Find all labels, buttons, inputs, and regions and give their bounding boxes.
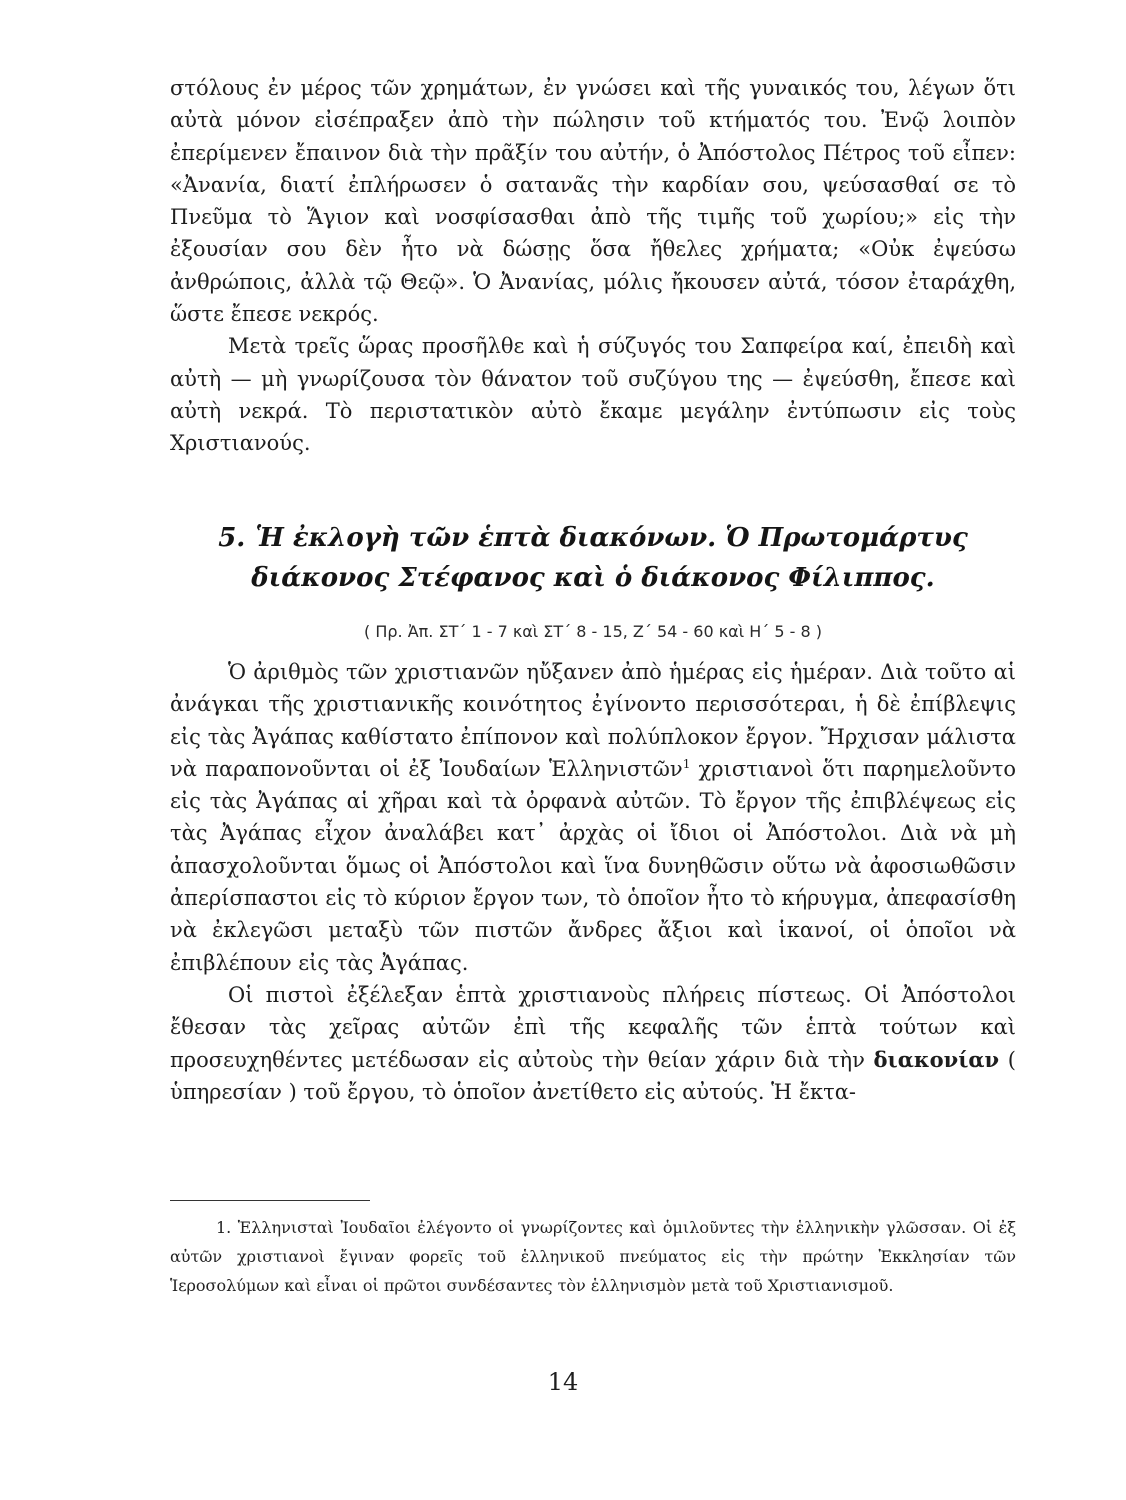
scripture-reference: ( Πρ. Ἀπ. ΣΤ΄ 1 - 7 καὶ ΣΤ΄ 8 - 15, Ζ΄ 54 - 60 καὶ Η΄ 5 - 8 ) <box>364 622 822 641</box>
top-text-block <box>170 72 1016 460</box>
section-title-part1: Ἡ ἐκλογὴ τῶν ἑπτὰ διακόνων. Ὁ Πρωτομάρτυς <box>255 523 968 553</box>
section-text-block <box>170 656 1016 1108</box>
paragraph-hellenists-part1: Ὁ ἀριθμὸς τῶν χριστιανῶν ηὔξανεν ἀπὸ ἡμέρας εἰς ἡμέραν. Διὰ τοῦτο αἱ ἀνάγκαι τῆς χριστιανικῆς κοινότητος ἐγίνοντο περισσότεραι, ἡ δὲ ἐπίβλεψις εἰς τὰς Ἀγάπας καθίστατο ἐπίπονον καὶ πολύπλοκον ἔργον. Ἤρχισαν μάλιστα νὰ παραπονοῦνται οἱ ἐξ Ἰουδαίων Ἑλληνιστῶν <box>170 660 1016 781</box>
page-number: 14 <box>547 1368 579 1396</box>
paragraph-deacons-part1: Οἱ πιστοὶ ἐξέλεξαν ἑπτὰ χριστιανοὺς πλήρεις πίστεως. Οἱ Ἀπόστολοι ἔθεσαν τὰς χεῖρας αὐτῶν ἐπὶ τῆς κεφαλῆς τῶν ἑπτὰ τούτων καὶ προσευχηθέντες μετέδωσαν εἰς αὐτοὺς τὴν θείαν χάριν διὰ τὴν <box>170 982 1016 1072</box>
footnote-text: 1. Ἑλληνισταὶ Ἰουδαῖοι ἐλέγοντο οἱ γνωρίζοντες καὶ ὁμιλοῦντες τὴν ἑλληνικὴν γλῶσσαν. Οἱ ἐξ αὐτῶν χριστιανοὶ ἔγιναν φορεῖς τοῦ ἑλληνικοῦ πνεύματος εἰς τὴν πρώτην Ἐκκλησίαν τῶν Ἱεροσολύμων καὶ εἶναι οἱ πρῶτοι συνδέσαντες τὸν ἑλληνισμὸν μετὰ τοῦ Χριστιανισμοῦ. <box>170 1218 1016 1295</box>
paragraph-hellenists-part2: χριστιανοὶ ὅτι παρημελοῦντο εἰς τὰς Ἀγάπας αἱ χῆραι καὶ τὰ ὀρφανὰ αὐτῶν. Τὸ ἔργον τῆς ἐπιβλέψεως εἰς τὰς Ἀγάπας εἶχον ἀναλάβει κατ᾽ ἀρχὰς οἱ ἴδιοι οἱ Ἀπόστολοι. Διὰ νὰ μὴ ἀπασχολοῦνται ὅμως οἱ Ἀπόστολοι καὶ ἵνα δυνηθῶσιν οὕτω νὰ ἀφοσιωθῶσιν ἀπερίσπαστοι εἰς τὸ κύριον ἔργον των, τὸ ὁποῖον ἦτο τὸ κήρυγμα, ἀπεφασίσθη νὰ ἐκλεγῶσι μεταξὺ τῶν πιστῶν ἄνδρες ἄξιοι καὶ ἱκανοί, οἱ ὁποῖοι νὰ ἐπιβλέπουν εἰς τὰς Ἀγάπας. <box>170 756 1016 975</box>
footnote-divider <box>170 1200 370 1201</box>
bold-term-diakonia: διακονίαν <box>873 1046 1000 1072</box>
paragraph-seven-deacons <box>170 979 1016 1108</box>
section-heading-line2: διάκονος Στέφανος καὶ ὁ διάκονος Φίλιππος. <box>251 563 935 593</box>
section-heading-line1 <box>170 518 1016 558</box>
section-number: 5. <box>218 523 246 553</box>
paragraph-hellenists <box>170 656 1016 979</box>
footnote-marker[interactable]: 1 <box>682 756 691 771</box>
paragraph-deacons-part2: ( ὑπηρεσίαν ) τοῦ ἔργου, τὸ ὁποῖον ἀνετίθετο εἰς αὐτούς. Ἡ ἔκτα- <box>170 1047 1016 1104</box>
section-heading <box>170 518 1016 598</box>
paragraph-sapphira: Μετὰ τρεῖς ὥρας προσῆλθε καὶ ἡ σύζυγός του Σαπφείρα καί, ἐπειδὴ καὶ αὐτὴ — μὴ γνωρίζουσα τὸν θάνατον τοῦ συζύγου της — ἐψεύσθη, ἔπεσε καὶ αὐτὴ νεκρά. Τὸ περιστατικὸν αὐτὸ ἔκαμε μεγάλην ἐντύπωσιν εἰς τοὺς Χριστιανούς. <box>170 334 1016 456</box>
paragraph-ananias: στόλους ἐν μέρος τῶν χρημάτων, ἐν γνώσει καὶ τῆς γυναικός του, λέγων ὅτι αὐτὰ μόνον εἰσέπραξεν ἀπὸ τὴν πώλησιν τοῦ κτήματός του. Ἐνῷ λοιπὸν ἐπερίμενεν ἔπαινον διὰ τὴν πρᾶξίν του αὐτήν, ὁ Ἀπόστολος Πέτρος τοῦ εἶπεν: «Ἀνανία, διατί ἐπλήρωσεν ὁ σατανᾶς τὴν καρδίαν σου, ψεύσασθαί σε τὸ Πνεῦμα τὸ Ἅγιον καὶ νοσφίσασθαι ἀπὸ τῆς τιμῆς τοῦ χωρίου;» εἰς τὴν ἐξουσίαν σου δὲν ἦτο νὰ δώσῃς ὅσα ἤθελες χρήματα; «Οὐκ ἐψεύσω ἀνθρώποις, ἀλλὰ τῷ Θεῷ». Ὁ Ἀνανίας, μόλις ἤκουσεν αὐτά, τόσον ἐταράχθη, ὥστε ἔπεσε νεκρός. <box>170 76 1016 327</box>
